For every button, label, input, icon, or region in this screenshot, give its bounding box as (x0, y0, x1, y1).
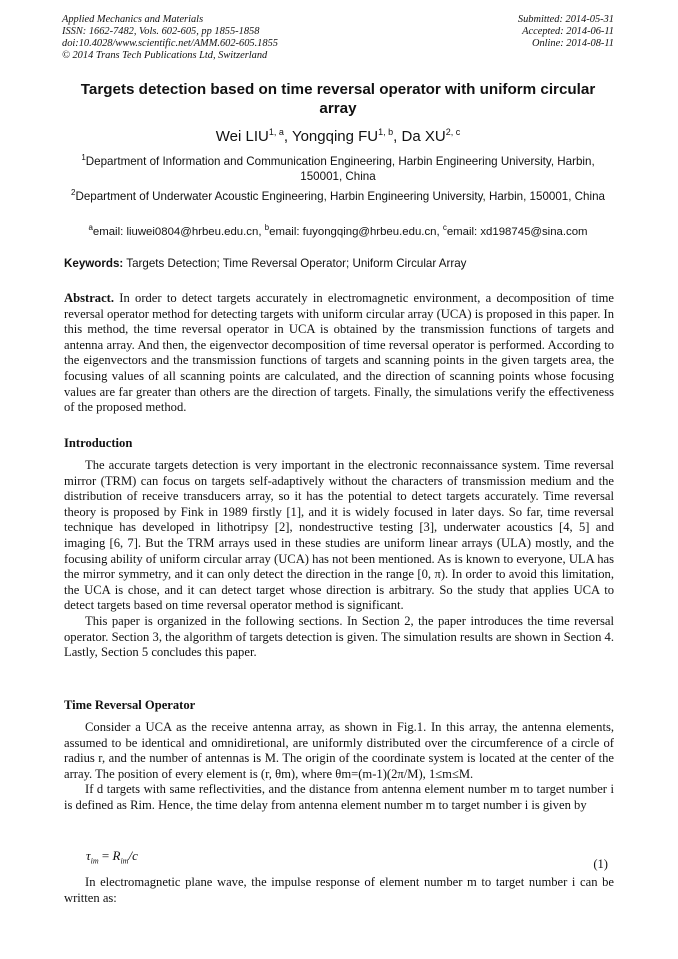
keywords-line (64, 256, 614, 271)
time-reversal-body (64, 720, 614, 814)
paragraph: If d targets with same reflectivities, and the distance from antenna element number m to target number i is defined as Rim. Hence, the time delay from antenna element number m to target number i is given by (64, 782, 614, 812)
equation-number: (1) (593, 857, 608, 871)
introduction-body (64, 458, 614, 661)
equation-subscript: im (90, 856, 99, 866)
email-address[interactable]: email: liuwei0804@hrbeu.edu.cn, (92, 225, 265, 238)
equation-1 (86, 848, 138, 869)
paragraph: In electromagnetic plane wave, the impulse response of element number m to target number i can be written as: (64, 875, 614, 905)
journal-name: Applied Mechanics and Materials (62, 14, 204, 25)
section-heading-introduction: Introduction (64, 436, 133, 450)
paragraph: This paper is organized in the following sections. In Section 2, the paper introduces the time reversal operator. Section 3, the algorithm of targets detection is given. The simulation results are shown in Section 4. Lastly, Section 5 concludes this paper. (64, 613, 614, 660)
affiliation-text: Department of Information and Communication Engineering, Harbin Engineering University, Harbin, 150001, China (85, 154, 595, 183)
author-list (62, 123, 614, 146)
author-name: Da XU (401, 128, 446, 145)
affiliation-text: Department of Underwater Acoustic Engineering, Harbin Engineering University, Harbin, 150001, China (75, 189, 605, 203)
copyright-line: © 2014 Trans Tech Publications Ltd, Switzerland (62, 50, 268, 61)
equation-symbol: τ (86, 848, 91, 863)
email-sup: a (88, 223, 93, 232)
author-sep: , (283, 128, 292, 145)
keywords-label: Keywords: (64, 257, 124, 270)
affiliation-sup: 2 (71, 188, 76, 197)
author-sup: 1, a (268, 127, 284, 137)
abstract (64, 291, 614, 416)
email-address[interactable]: email: fuyongqing@hrbeu.edu.cn, (269, 225, 443, 238)
author-sup: 1, b (378, 127, 394, 137)
email-sup: b (264, 223, 270, 232)
email-line (62, 220, 614, 240)
keywords-text: Targets Detection; Time Reversal Operator; Uniform Circular Array (123, 257, 467, 270)
email-address[interactable]: email: xd198745@sina.com (446, 225, 588, 238)
author-sup: 2, c (445, 127, 461, 137)
equation-subscript: im (120, 856, 129, 866)
equation-symbol: /c (128, 848, 138, 863)
affiliation-1 (62, 150, 614, 184)
section-heading-time-reversal: Time Reversal Operator (64, 698, 196, 712)
submitted-date: Submitted: 2014-05-31 (517, 14, 614, 25)
paper-title: Targets detection based on time reversal operator with uniform circular array (80, 81, 596, 117)
accepted-date: Accepted: 2014-06-11 (522, 26, 614, 37)
email-sup: c (442, 223, 447, 232)
impulse-response-paragraph (64, 875, 614, 906)
equation-symbol: R (112, 848, 121, 863)
issn-line: ISSN: 1662-7482, Vols. 602-605, pp 1855-1858 (62, 26, 260, 37)
paragraph: The accurate targets detection is very important in the electronic reconnaissance system. Time reversal mirror (TRM) can focus on targets self-adaptively without the characters of transmission medium and the distribution of receive transducers array, so it has the potential to detect targets accurately. Time reversal theory is proposed by Fink in 1989 firstly [1], and it is widely focused in later days. So far, time reversal technique has developed in lithotripsy [2], nondestructive testing [3], underwater acoustics [4, 5] and imaging [6, 7]. But the TRM arrays used in these studies are uniform linear arrays (ULA) mostly, and the focusing ability of uniform circular array (UCA) has not been mentioned. As is known to everyone, ULA has the mirror symmetry, and it can only detect the direction in the range [0, π). In order to avoid this limitation, the UCA is chose, and it can detect target whose direction is arbitrary. So the study that applies UCA to detect targets based on time reversal operator method is significant. (64, 458, 614, 613)
author-name: Wei LIU (215, 128, 269, 145)
abstract-text: In order to detect targets accurately in electromagnetic environment, a decomposition of time reversal operator method for detecting targets with uniform circular array (UCA) is proposed in this paper. In this method, the time reversal operator in UCA is obtained by the transmission functions of targets and antenna array. And then, the eigenvector decomposition of time reversal operator is performed. According to the eigenvectors and the transmission functions of targets and scanning points in the given targets area, the focusing values of all scanning points are calculated, and the direction of scanning points whose focusing values are far greater than others are the direction of targets. Finally, the simulations verify the effectiveness of the proposed method. (64, 291, 614, 415)
journal-header (62, 14, 278, 62)
abstract-label: Abstract. (64, 291, 115, 305)
author-name: Yongqing FU (291, 128, 379, 145)
online-date: Online: 2014-08-11 (531, 38, 614, 49)
paragraph: Consider a UCA as the receive antenna array, as shown in Fig.1. In this array, the antenna elements, assumed to be identical and omnidiretional, are uniformly distributed over the circumference of a circle of radius r, and the number of antennas is M. The origin of the coordinate system is located at the center of the array. The position of every element is (r, θm), where θm=(m-1)(2π/M), 1≤m≤M. (64, 720, 614, 781)
equation-symbol: = (98, 848, 113, 863)
doi-line[interactable]: doi:10.4028/www.scientific.net/AMM.602-605.1855 (62, 38, 278, 49)
author-sep: , (393, 128, 402, 145)
affiliation-sup: 1 (81, 153, 86, 162)
dates-header (518, 14, 614, 50)
affiliation-2 (62, 185, 614, 204)
